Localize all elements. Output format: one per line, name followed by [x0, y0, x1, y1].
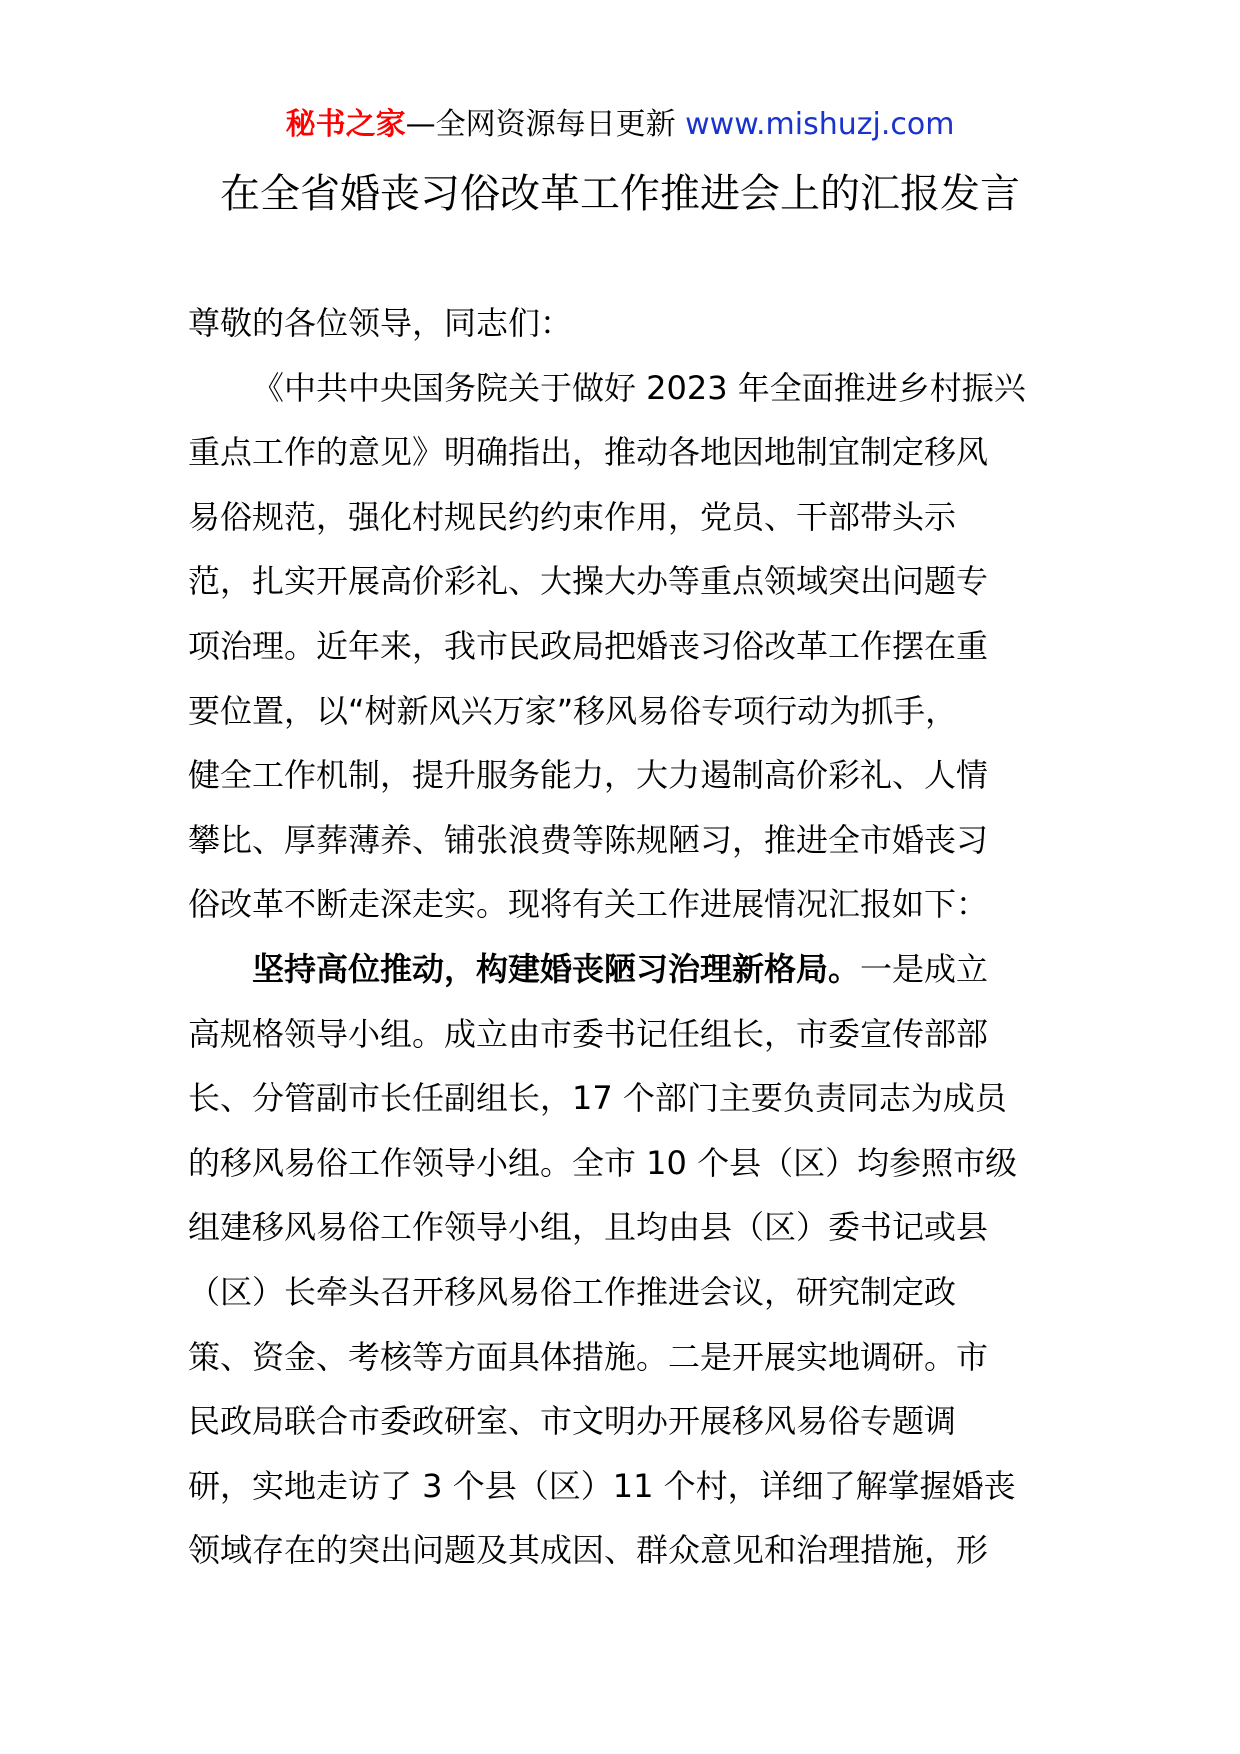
site-name: 秘书之家 [285, 107, 406, 142]
paragraph-line: 领域存在的突出问题及其成因、群众意见和治理措施，形 [188, 1531, 989, 1570]
paragraph-line: 攀比、厚葬薄养、铺张浪费等陈规陋习，推进全市婚丧习 [188, 820, 989, 859]
paragraph-line: 俗改革不断走深走实。现将有关工作进展情况汇报如下： [188, 885, 989, 924]
site-url-link[interactable]: www.mishuzj.com [685, 107, 955, 142]
salutation: 尊敬的各位领导，同志们： [188, 304, 573, 342]
paragraph-line: 要位置，以“树新风兴万家”移风易俗专项行动为抓手， [188, 691, 958, 730]
paragraph-line: 民政局联合市委政研室、市文明办开展移风易俗专题调 [188, 1402, 957, 1441]
paragraph-line: （区）长牵头召开移风易俗工作推进会议，研究制定政 [188, 1272, 957, 1311]
document-body [188, 291, 1058, 1583]
site-tagline: —全网资源每日更新 [405, 107, 676, 142]
section-continuation: 一是成立 [860, 949, 989, 988]
section-first-line [188, 937, 1058, 1002]
paragraph-line: 组建移风易俗工作领导小组，且均由县（区）委书记或县 [188, 1208, 989, 1247]
paragraph-line: 健全工作机制，提升服务能力，大力遏制高价彩礼、人情 [188, 756, 989, 795]
paragraph-line: 高规格领导小组。成立由市委书记任组长，市委宣传部部 [188, 1014, 989, 1053]
paragraph-line: 长、分管副市长任副组长，17 个部门主要负责同志为成员 [188, 1079, 1007, 1118]
paragraph-line: 策、资金、考核等方面具体措施。二是开展实地调研。市 [188, 1337, 989, 1376]
site-header [0, 100, 1240, 150]
document-title: 在全省婚丧习俗改革工作推进会上的汇报发言 [220, 171, 1020, 217]
paragraph-line: 重点工作的意见》明确指出，推动各地因地制宜制定移风 [188, 433, 989, 472]
paragraph-line: 项治理。近年来，我市民政局把婚丧习俗改革工作摆在重 [188, 626, 989, 665]
paragraph-line: 研，实地走访了 3 个县（区）11 个村，详细了解掌握婚丧 [188, 1466, 1016, 1505]
paragraph-line: 易俗规范，强化村规民约约束作用，党员、干部带头示 [188, 497, 957, 536]
paragraph-line: 范，扎实开展高价彩礼、大操大办等重点领域突出问题专 [188, 562, 989, 601]
paragraph-line: 《中共中央国务院关于做好 2023 年全面推进乡村振兴 [252, 368, 1026, 407]
section-heading: 坚持高位推动，构建婚丧陋习治理新格局。 [252, 949, 861, 988]
paragraph-line: 的移风易俗工作领导小组。全市 10 个县（区）均参照市级 [188, 1143, 1018, 1182]
